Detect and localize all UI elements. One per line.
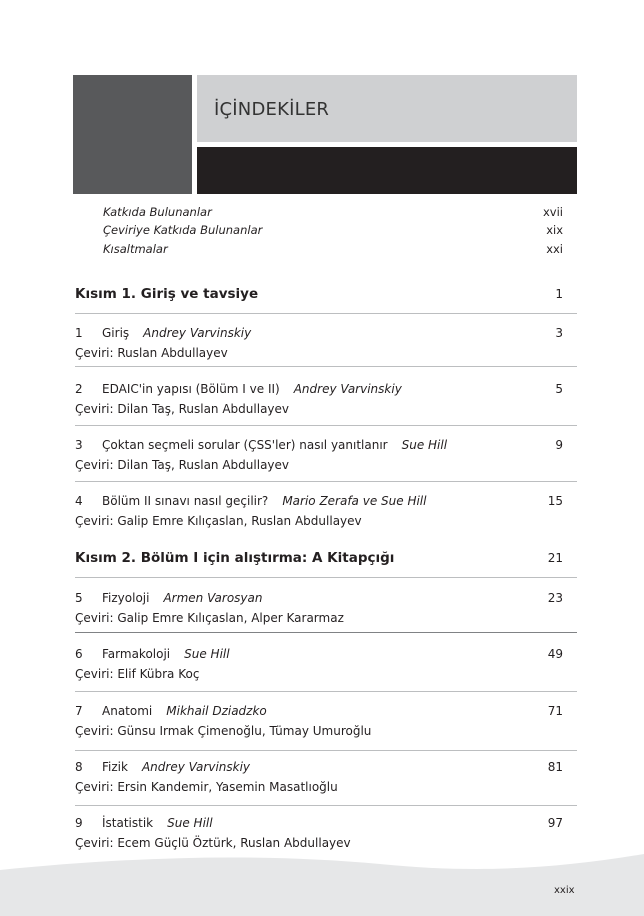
chapter-number: 9: [75, 816, 83, 830]
toc-entry[interactable]: [75, 758, 563, 796]
footer-page-number: xxix: [554, 885, 575, 896]
chapter-page: 3: [555, 326, 563, 340]
part-title: Kısım 2. Bölüm I için alıştırma: A Kitapçığı: [75, 550, 395, 566]
chapter-translators: Çeviri: Elif Kübra Koç: [75, 667, 200, 681]
divider: [75, 632, 577, 633]
chapter-author: Armen Varosyan: [163, 591, 263, 605]
divider: [75, 313, 577, 314]
chapter-title: EDAIC'in yapısı (Bölüm I ve II): [102, 382, 280, 396]
part-heading[interactable]: [75, 284, 563, 304]
front-matter-page: xvii: [542, 205, 563, 219]
front-matter-label: Çeviriye Katkıda Bulunanlar: [103, 223, 263, 237]
divider: [75, 750, 577, 751]
chapter-author: Sue Hill: [167, 816, 213, 830]
chapter-translators: Çeviri: Galip Emre Kılıçaslan, Ruslan Abdullayev: [75, 514, 362, 528]
toc-entry[interactable]: [75, 436, 563, 474]
front-matter-item[interactable]: [103, 203, 563, 221]
chapter-author: Andrey Varvinskiy: [141, 760, 251, 774]
divider: [75, 805, 577, 806]
chapter-author: Mikhail Dziadzko: [166, 704, 267, 718]
chapter-translators: Çeviri: Dilan Taş, Ruslan Abdullayev: [75, 402, 290, 416]
chapter-page: 5: [555, 382, 563, 396]
chapter-author: Mario Zerafa ve Sue Hill: [282, 494, 427, 508]
chapter-page: 23: [547, 591, 563, 605]
divider: [75, 366, 577, 367]
chapter-title: Fizik: [102, 760, 128, 774]
chapter-page: 49: [547, 647, 563, 661]
chapter-title: İstatistik: [102, 816, 154, 830]
header-black-bar: [197, 147, 577, 194]
chapter-number: 2: [75, 382, 83, 396]
toc-entry[interactable]: [75, 702, 563, 740]
chapter-author: Sue Hill: [184, 647, 230, 661]
chapter-title: Farmakoloji: [102, 647, 171, 661]
chapter-number: 1: [75, 326, 83, 340]
part-heading[interactable]: [75, 548, 563, 568]
header-dark-block: [73, 75, 192, 194]
toc-entry[interactable]: [75, 492, 563, 530]
chapter-page: 81: [547, 760, 563, 774]
front-matter-item[interactable]: [103, 240, 563, 258]
chapter-author: Andrey Varvinskiy: [143, 326, 252, 340]
chapter-author: Sue Hill: [401, 438, 448, 452]
part-title: Kısım 1. Giriş ve tavsiye: [75, 286, 259, 302]
chapter-number: 5: [75, 591, 83, 605]
footer-wave: [0, 840, 644, 916]
toc-entry[interactable]: [75, 645, 563, 683]
chapter-author: Andrey Varvinskiy: [293, 382, 402, 396]
chapter-title: Anatomi: [102, 704, 153, 718]
front-matter-label: Katkıda Bulunanlar: [103, 205, 212, 219]
front-matter-page: xix: [546, 223, 563, 237]
page-title: İÇİNDEKİLER: [214, 99, 330, 120]
chapter-number: 6: [75, 647, 83, 661]
part-page: 1: [555, 287, 563, 301]
chapter-number: 4: [75, 494, 83, 508]
chapter-title: Giriş: [102, 326, 130, 340]
chapter-number: 3: [75, 438, 83, 452]
chapter-translators: Çeviri: Ruslan Abdullayev: [75, 346, 228, 360]
toc-entry[interactable]: [75, 380, 563, 418]
chapter-title: Bölüm II sınavı nasıl geçilir?: [102, 494, 269, 508]
chapter-translators: Çeviri: Ersin Kandemir, Yasemin Masatlıoğlu: [75, 780, 338, 794]
part-page: 21: [547, 551, 563, 565]
chapter-translators: Çeviri: Günsu Irmak Çimenoğlu, Tümay Umuroğlu: [75, 724, 372, 738]
front-matter-label: Kısaltmalar: [103, 242, 168, 256]
chapter-title: Çoktan seçmeli sorular (ÇSS'ler) nasıl yanıtlanır: [102, 438, 388, 452]
chapter-number: 7: [75, 704, 83, 718]
divider: [75, 577, 577, 578]
chapter-page: 97: [547, 816, 563, 830]
chapter-number: 8: [75, 760, 83, 774]
divider: [75, 481, 577, 482]
toc-entry[interactable]: [75, 589, 563, 627]
divider: [75, 425, 577, 426]
chapter-page: 15: [547, 494, 563, 508]
chapter-title: Fizyoloji: [102, 591, 150, 605]
chapter-translators: Çeviri: Ecem Güçlü Öztürk, Ruslan Abdullayev: [75, 836, 351, 850]
chapter-page: 71: [547, 704, 563, 718]
front-matter-item[interactable]: [103, 221, 563, 239]
chapter-page: 9: [555, 438, 563, 452]
chapter-translators: Çeviri: Dilan Taş, Ruslan Abdullayev: [75, 458, 290, 472]
front-matter-page: xxi: [546, 242, 563, 256]
toc-entry[interactable]: [75, 324, 563, 362]
chapter-translators: Çeviri: Galip Emre Kılıçaslan, Alper Kararmaz: [75, 611, 344, 625]
divider: [75, 691, 577, 692]
